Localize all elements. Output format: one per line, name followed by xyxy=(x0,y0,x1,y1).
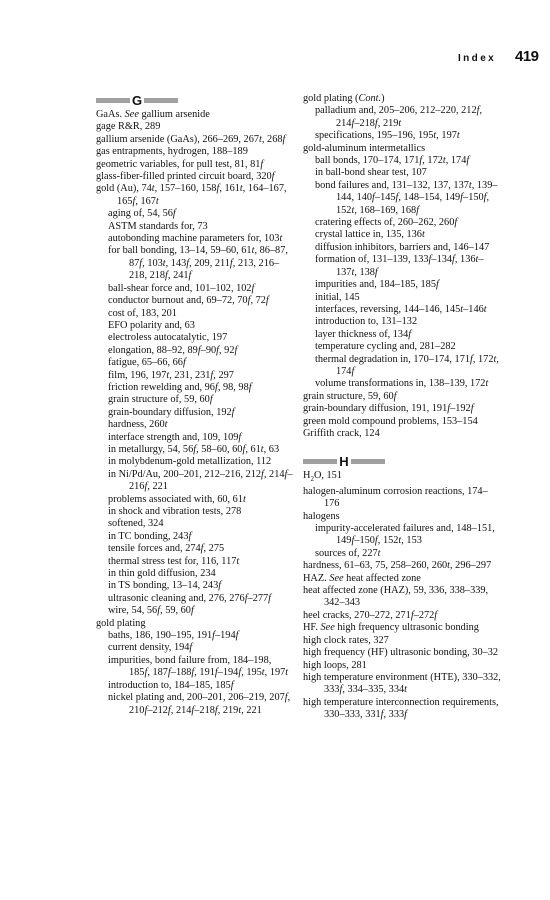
index-subentry: film, 196, 197t, 231, 231f, 297 xyxy=(108,369,234,381)
index-entry: gage R&R, 289 xyxy=(96,121,161,133)
index-subentry: formation of, 131–139, 133f–134f, 136t–137t, 138f xyxy=(315,254,484,278)
index-entries-h xyxy=(303,470,503,721)
index-subentry: fatigue, 65–66, 66f xyxy=(108,357,186,369)
index-subentry: problems associated with, 60, 61t xyxy=(108,493,246,505)
index-entry: HAZ. See heat affected zone xyxy=(303,572,421,584)
index-subentry: bond failures and, 131–132, 137, 137t, 139–144, 140f–145f, 148–154, 149f–150f, 152t, 168–169, 168f xyxy=(315,179,498,216)
index-subentry: in molybdenum-gold metallization, 112 xyxy=(108,456,272,468)
index-subentry: impurity-accelerated failures and, 148–151, 149f–150f, 152t, 153 xyxy=(315,523,495,547)
section-letter: H xyxy=(339,453,349,469)
index-subentry: EFO polarity and, 63 xyxy=(108,319,195,331)
running-head-label: Index xyxy=(458,53,497,64)
index-subentry: grain structure of, 59, 60f xyxy=(108,394,213,406)
index-subentry: volume transformations in, 138–139, 172t xyxy=(315,378,489,390)
index-subentry: in TS bonding, 13–14, 243f xyxy=(108,580,222,592)
index-subentry: for ball bonding, 13–14, 59–60, 61t, 86–87, 87f, 103t, 143f, 209, 211f, 213, 216–218, 218f, 241f xyxy=(108,245,288,282)
index-entry: high frequency (HF) ultrasonic bonding, 30–32 xyxy=(303,647,499,659)
index-subentry: in ball-bond shear test, 107 xyxy=(315,167,427,179)
index-subentry: tensile forces and, 274f, 275 xyxy=(108,543,225,555)
index-entry: glass-fiber-filled printed circuit board, 320f xyxy=(96,171,275,183)
index-entry: gold-aluminum intermetallics xyxy=(303,142,426,154)
index-subentry: cost of, 183, 201 xyxy=(108,307,177,319)
index-subentry: introduction to, 184–185, 185f xyxy=(108,679,234,691)
index-subentry: introduction to, 131–132 xyxy=(315,316,418,328)
index-subentry: cratering effects of, 260–262, 260f xyxy=(315,217,458,229)
index-subentry: temperature cycling and, 281–282 xyxy=(315,341,456,353)
index-subentry: interface strength and, 109, 109f xyxy=(108,431,242,443)
index-entry: Griffith crack, 124 xyxy=(303,427,380,439)
index-entry: heel cracks, 270–272, 271f–272f xyxy=(303,609,438,621)
index-entry: grain structure, 59, 60f xyxy=(303,390,397,402)
index-subentry: impurities, bond failure from, 184–198, 185f, 187f–188f, 191f–194f, 195t, 197t xyxy=(108,654,289,679)
index-subentry: baths, 186, 190–195, 191f–194f xyxy=(108,630,239,642)
index-subentry: softened, 324 xyxy=(108,518,164,530)
index-subentry: in thin gold diffusion, 234 xyxy=(108,568,216,580)
index-subentry: in metallurgy, 54, 56f, 58–60, 60f, 61t, 63 xyxy=(108,443,280,455)
page-number: 419 xyxy=(515,48,539,65)
index-subentry: initial, 145 xyxy=(315,291,360,303)
heading-rule-left xyxy=(96,98,130,103)
index-entry: gold plating (Cont.) xyxy=(303,93,385,104)
index-column-right xyxy=(303,93,503,722)
index-subentry: aging of, 54, 56f xyxy=(108,208,176,220)
index-entry: halogens xyxy=(303,510,340,522)
index-subentry: elongation, 88–92, 89f–90f, 92f xyxy=(108,344,238,356)
heading-rule-left xyxy=(303,459,337,464)
index-entry: high temperature environment (HTE), 330–332, 333f, 334–335, 334t xyxy=(303,671,501,696)
heading-rule-right xyxy=(144,98,178,103)
index-entry: heat affected zone (HAZ), 59, 336, 338–339, 342–343 xyxy=(303,585,489,609)
index-subentry: layer thickness of, 134f xyxy=(315,328,412,340)
index-entry: high clock rates, 327 xyxy=(303,634,389,646)
index-subentry: impurities and, 184–185, 185f xyxy=(315,279,439,291)
index-subentry: sources of, 227t xyxy=(315,547,381,559)
index-subentry: ball bonds, 170–174, 171f, 172t, 174f xyxy=(315,155,470,167)
index-subentry: specifications, 195–196, 195t, 197t xyxy=(315,130,460,142)
index-entry: gold (Au), 74t, 157–160, 158f, 161t, 164–167, 165f, 167t xyxy=(96,183,287,207)
index-entry: gallium arsenide (GaAs), 266–269, 267t, 268f xyxy=(96,133,286,145)
index-subentry: in TC bonding, 243f xyxy=(108,530,192,542)
index-subentry: friction rewelding and, 96f, 98, 98f xyxy=(108,381,252,393)
index-entry: geometric variables, for pull test, 81, 81f xyxy=(96,158,264,170)
running-head xyxy=(0,50,550,70)
index-subentry: ASTM standards for, 73 xyxy=(108,220,208,232)
index-subentry: in shock and vibration tests, 278 xyxy=(108,506,242,517)
index-entry: GaAs. See gallium arsenide xyxy=(96,109,210,120)
index-entry: grain-boundary diffusion, 191, 191f–192f xyxy=(303,403,474,415)
index-column-left xyxy=(96,93,293,717)
index-entries-g-continued xyxy=(303,93,503,440)
index-subentry: interfaces, reversing, 144–146, 145t–146t xyxy=(315,303,487,315)
index-subentry: in Ni/Pd/Au, 200–201, 212–216, 212f, 214f–216f, 221 xyxy=(108,468,293,493)
index-subentry: grain-boundary diffusion, 192f xyxy=(108,406,235,418)
index-entry: $H_2O$, 151 xyxy=(303,470,342,484)
section-heading-h xyxy=(303,454,503,468)
index-subentry: current density, 194f xyxy=(108,642,193,654)
index-subentry: thermal stress test for, 116, 117t xyxy=(108,555,240,567)
section-heading-g xyxy=(96,93,293,107)
index-subentry: crystal lattice in, 135, 136t xyxy=(315,229,425,241)
section-letter: G xyxy=(131,92,143,108)
index-entry: high temperature interconnection requirements, 330–333, 331f, 333f xyxy=(303,696,499,721)
index-entry: green mold compound problems, 153–154 xyxy=(303,415,478,427)
index-entry: hardness, 61–63, 75, 258–260, 260t, 296–297 xyxy=(303,560,492,572)
index-subentry: nickel plating and, 200–201, 206–219, 207f, 210f–212f, 214f–218f, 219t, 221 xyxy=(108,692,291,716)
index-entry: HF. See high frequency ultrasonic bonding xyxy=(303,622,479,634)
index-subentry: thermal degradation in, 170–174, 171f, 172t, 174f xyxy=(315,353,499,377)
index-subentry: conductor burnout and, 69–72, 70f, 72f xyxy=(108,295,269,307)
index-subentry: hardness, 260t xyxy=(108,419,168,431)
index-entries-g xyxy=(96,109,293,717)
index-subentry: diffusion inhibitors, barriers and, 146–147 xyxy=(315,241,490,253)
index-subentry: wire, 54, 56f, 59, 60f xyxy=(108,605,194,617)
index-entry: gas entrapments, hydrogen, 188–189 xyxy=(96,146,248,158)
index-subentry: ultrasonic cleaning and, 276, 276f–277f xyxy=(108,592,272,604)
index-entry: gold plating xyxy=(96,617,146,629)
index-subentry: electroless autocatalytic, 197 xyxy=(108,332,228,344)
index-entry: high loops, 281 xyxy=(303,659,367,671)
heading-rule-right xyxy=(351,459,385,464)
index-subentry: palladium and, 205–206, 212–220, 212f, 214f–218f, 219t xyxy=(315,105,483,129)
index-entry: halogen-aluminum corrosion reactions, 174–176 xyxy=(303,485,488,510)
index-subentry: ball-shear force and, 101–102, 102f xyxy=(108,282,255,294)
index-subentry: autobonding machine parameters for, 103t xyxy=(108,233,283,245)
